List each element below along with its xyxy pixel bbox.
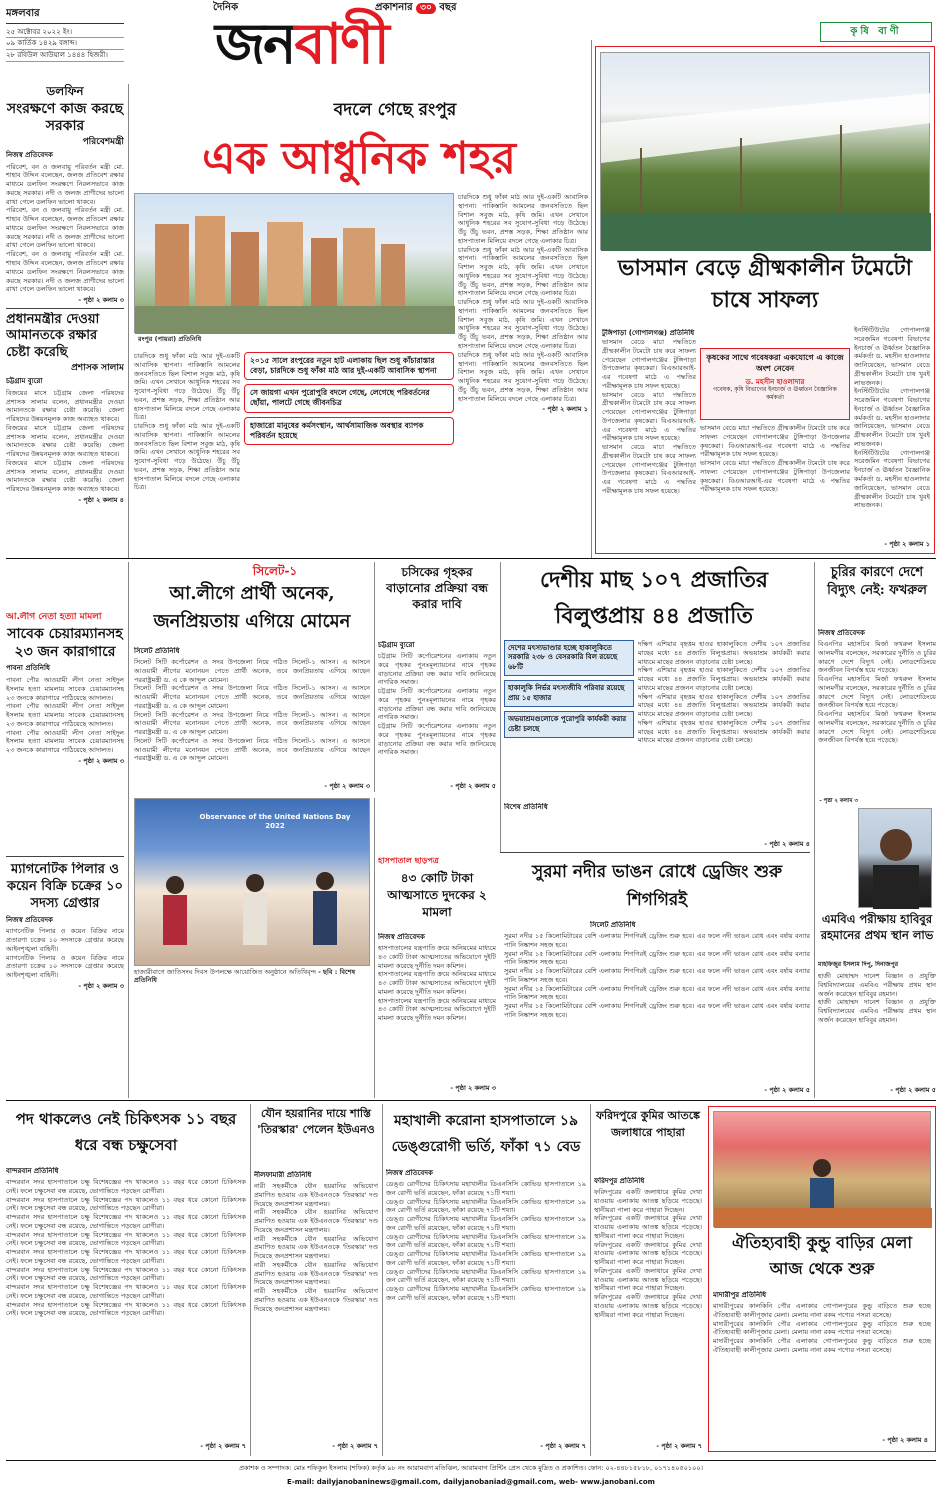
dengue-byline: নিজস্ব প্রতিবেদক (386, 1169, 433, 1177)
sylhet-tag: সিলেট-১ (252, 564, 298, 578)
lead-kicker: বদলে গেছে রংপুর (333, 100, 457, 120)
story-pm-trust-continued: - পৃষ্ঠা ২ কলাম ৪ (78, 495, 124, 504)
mba-body: হাজী মোহাম্মদ দানেশ বিজ্ঞান ও প্রযুক্তি বিশ্ববিদ্যালয়ের এমবিএ পরীক্ষায় প্রথম স্থান অর্জন করেছেন হাবিবুর রহমান। হাজী মোহাম্মদ দানেশ বিজ্ঞান ও প্রযুক্তি বিশ্ববিদ্যালয়ের এমবিএ পরীক্ষায় প্রথম স্থান অর্জন করেছেন হাবিবুর রহমান। (818, 972, 936, 1024)
lead-photo (134, 193, 454, 333)
electric-body: বিএনপির মহাসচিব মির্জা ফখরুল ইসলাম আলমগীর বলেছেন, সরকারের দুর্নীতি ও চুরির কারণে দেশে বিদ্যুৎ নেই। লোডশেডিংয়ে জনজীবন বিপর্যস্ত হয়ে পড়েছে। বিএনপির মহাসচিব মির্জা ফখরুল ইসলাম আলমগীর বলেছেন, সরকারের দুর্নীতি ও চুরির কারণে দেশে বিদ্যুৎ নেই। লোডশেডিংয়ে জনজীবন বিপর্যস্ত হয়ে পড়েছে। বিএনপির মহাসচিব মির্জা ফখরুল ইসলাম আলমগীর বলেছেন, সরকারের দুর্নীতি ও চুরির কারণে দেশে বিদ্যুৎ নেই। লোডশেডিংয়ে জনজীবন বিপর্যস্ত হয়ে পড়েছে। (818, 640, 936, 745)
mba-byline: মাহফিজুর ইসলাম দিপু, দিনাজপুর (818, 961, 899, 968)
croc-continued: - পৃষ্ঠা ২ কলাম ৭ (656, 1442, 702, 1450)
masthead-date-bn: ০৯ কার্তিক ১৪২৯ বঙ্গাব্দ। (6, 38, 124, 50)
column-divider (374, 798, 375, 1098)
story-magnetic-byline: নিজস্ব প্রতিবেদক (6, 915, 53, 924)
story-murder-body: পাবনা পৌর আওয়ামী লীগ নেতা সাইদুল ইসলাম হত্যা মামলায় সাবেক চেয়ারম্যানসহ ২৩ জনকে কারাগারে পাঠিয়েছে আদালত। পাবনা পৌর আওয়ামী লীগ নেতা সাইদুল ইসলাম হত্যা মামলায় সাবেক চেয়ারম্যানসহ ২৩ জনকে কারাগারে পাঠিয়েছে আদালত। পাবনা পৌর আওয়ামী লীগ নেতা সাইদুল ইসলাম হত্যা মামলায় সাবেক চেয়ারম্যানসহ ২৩ জনকে কারাগারে পাঠিয়েছে আদালত। (6, 676, 124, 755)
masthead-date-hijri: ২৮ রবিউল আউয়াল ১৪৪৪ হিজরী। (6, 50, 124, 62)
fish-points (504, 640, 634, 796)
lead-bullet: সে জায়গা এখন পুরোপুরি বদলে গেছে, লেগেছে পরিবর্তনের ছোঁয়া, পালটে গেছে জীবনচিত্র (244, 384, 454, 412)
story-dolphin-headline: সংরক্ষণে কাজ করছে সরকার (6, 101, 124, 134)
sylhet-byline: সিলেট প্রতিনিধি (134, 647, 180, 655)
dengue-continued: - পৃষ্ঠা ২ কলাম ৭ (540, 1442, 586, 1450)
column-divider (590, 1104, 591, 1456)
mela-byline: মাদারীপুর প্রতিনিধি (713, 1291, 767, 1299)
krishi-body-cont: ভাসমান বেডে মাচা পদ্ধতিতে গ্রীষ্মকালীন টমেটো চাষ করে সাফল্য পেয়েছেন গোপালগঞ্জের টুঙ্গিপাড়া উপজেলার কৃষকেরা। বিএআরআই-এর গবেষণা মাঠে এ পদ্ধতির পরীক্ষামূলক চাষ সফল হয়েছে। ভাসমান বেডে মাচা পদ্ধতিতে গ্রীষ্মকালীন টমেটো চাষ করে সাফল্য পেয়েছেন গোপালগঞ্জের টুঙ্গিপাড়া উপজেলার কৃষকেরা। বিএআরআই-এর গবেষণা মাঠে এ পদ্ধতির পরীক্ষামূলক চাষ সফল হয়েছে। (700, 424, 850, 494)
fish-byline: বিশেষ প্রতিনিধি (504, 803, 548, 811)
krishi-body-right: ইনস্টিটিউটের গোপালগঞ্জ সরেজমিন গবেষণা বিভাগের ইনচার্জ ও ঊর্ধ্বতন বৈজ্ঞানিক কর্মকর্তা ড. মহসীন হাওলাদার জানিয়েছেন, ভাসমান বেডে গ্রীষ্মকালীন টমেটো চাষ খুবই লাভজনক। ইনস্টিটিউটের গোপালগঞ্জ সরেজমিন গবেষণা বিভাগের ইনচার্জ ও ঊর্ধ্বতন বৈজ্ঞানিক কর্মকর্তা ড. মহসীন হাওলাদার জানিয়েছেন, ভাসমান বেডে গ্রীষ্মকালীন টমেটো চাষ খুবই লাভজনক। ইনস্টিটিউটের গোপালগঞ্জ সরেজমিন গবেষণা বিভাগের ইনচার্জ ও ঊর্ধ্বতন বৈজ্ঞানিক কর্মকর্তা ড. মহসীন হাওলাদার জানিয়েছেন, ভাসমান বেডে গ্রীষ্মকালীন টমেটো চাষ খুবই লাভজনক। (854, 326, 930, 510)
stall-icon (714, 1112, 932, 1228)
lead-photo-caption: রংপুর (পায়রা) প্রতিনিধি (138, 335, 202, 343)
electric-headline: চুরির কারণে দেশে বিদ্যুৎ নেই: ফখরুল (827, 565, 927, 598)
story-pm-trust-headline: প্রধানমন্ত্রীর দেওয়া আমানতকে রক্ষার চেষ্টা করেছি (6, 312, 100, 360)
harass-byline: নীলফামারী প্রতিনিধি (254, 1171, 312, 1179)
story-dolphin (6, 84, 124, 306)
fish-point: অভয়াশ্রমগুলোকে পুরোপুরি কার্যকরী করার চেষ্টা চলছে (504, 711, 634, 738)
masthead-prefix: দৈনিক (213, 2, 239, 13)
story-magnetic-continued: - পৃষ্ঠা ২ কলাম ৩ (78, 982, 124, 991)
masthead-day: মঙ্গলবার (6, 8, 124, 24)
footer-divider (6, 1460, 936, 1461)
un-day-banner: Observance of the United Nations Day 2022 (199, 813, 351, 830)
mela-photo (713, 1111, 931, 1227)
column-divider (128, 84, 129, 558)
hospital-case-kicker: হাসপাতাল ছাড়পত্র (378, 856, 439, 865)
surma-headline: সুরমা নদীর ভাঙন রোধে ড্রেজিং শুরু শিগগিরই (531, 862, 783, 910)
croc-headline: ফরিদপুরে কুমির আতঙ্কে জলাধারে পাহারা (596, 1109, 700, 1139)
story-magnetic (6, 862, 124, 1098)
column-divider (250, 1104, 251, 1456)
chashi-headline: চসিকের গৃহকর বাড়ানোর প্রক্রিয়া বন্ধ করার দাবি (386, 565, 488, 612)
fish-continued: - পৃষ্ঠা ২ কলাম ৪ (764, 840, 810, 848)
story-murder-byline: পাবনা প্রতিনিধি (6, 664, 50, 673)
krishi-section-tag: কৃষি বাণী (820, 22, 932, 42)
electric-byline: নিজস্ব প্রতিবেদক (818, 629, 865, 637)
story-magnetic-body: ম্যাগনেটিক পিলার ও কয়েন বিক্রির নামে প্রতারণা চক্রের ১০ সদস্যকে গ্রেপ্তার করেছে আইনশৃঙ্খলা বাহিনী। ম্যাগনেটিক পিলার ও কয়েন বিক্রির নামে প্রতারণা চক্রের ১০ সদস্যকে গ্রেপ্তার করেছে আইনশৃঙ্খলা বাহিনী। (6, 927, 124, 980)
mela-body: মাদারীপুরের কালকিনি পৌর এলাকার গোপালপুরের কুন্ডু বাড়িতে শুরু হচ্ছে ঐতিহ্যবাহী কালীপূজার মেলা। মেলায় নানা রকম পণ্যের পসরা বসেছে। মাদারীপুরের কালকিনি পৌর এলাকার গোপালপুরের কুন্ডু বাড়িতে শুরু হচ্ছে ঐতিহ্যবাহী কালীপূজার মেলা। মেলায় নানা রকম পণ্যের পসরা বসেছে। মাদারীপুরের কালকিনি পৌর এলাকার গোপালপুরের কুন্ডু বাড়িতে শুরু হচ্ছে ঐতিহ্যবাহী কালীপূজার মেলা। মেলায় নানা রকম পণ্যের পসরা বসেছে। (713, 1302, 931, 1354)
hospital-case-continued: - পৃষ্ঠা ২ কলাম ৩ (450, 1084, 496, 1092)
mba-headline: এমবিএ পরীক্ষায় হাবিবুর রহমানের প্রথম স্থান লাভ (820, 912, 934, 942)
harass-headline: যৌন হয়রানির দায়ে শাস্তি 'তিরস্কার' পেলেন ইউএনও (257, 1107, 375, 1136)
column-divider (814, 562, 815, 1098)
column-divider (374, 562, 375, 792)
story-dolphin-sub: পরিবেশমন্ত্রী (82, 136, 124, 147)
masthead-logo (205, 0, 605, 82)
story-pm-trust (6, 312, 124, 552)
electric-continued: - পৃষ্ঠা ২ কলাম ৩ (819, 798, 858, 804)
doctor-continued: - পৃষ্ঠা ২ কলাম ৭ (200, 1442, 246, 1450)
story-dolphin-byline: নিজস্ব প্রতিবেদক (6, 150, 53, 159)
footer-contact: E-mail: dailyjanobaninews@gmail.com, dailyjanobaniad@gmail.com, web- www.janobani.com (287, 1478, 655, 1486)
krishi-photo (600, 52, 930, 250)
story-murder-continued: - পৃষ্ঠা ২ কলাম ৩ (78, 756, 124, 765)
masthead-anniversary: প্রকাশনার ৩০ বছর (375, 2, 457, 13)
column-divider (591, 40, 592, 558)
people-icon (135, 799, 371, 967)
column-divider (128, 562, 129, 1098)
lead-photo-buildings (135, 194, 455, 334)
section-divider (6, 558, 936, 559)
krishi-quote: কৃষকের সাথে গবেষকরা একযোগে এ কাজে অংশ নেবেন (706, 353, 844, 373)
sylhet-body: সিলেট সিটি কর্পোরেশন ও সদর উপজেলা নিয়ে গঠিত সিলেট-১ আসন। এ আসনে আওয়ামী লীগের মনোনয়ন পেতে প্রার্থী অনেক, তবে জনপ্রিয়তায় এগিয়ে আছেন পররাষ্ট্রমন্ত্রী ড. এ কে আব্দুল মোমেন। সিলেট সিটি কর্পোরেশন ও সদর উপজেলা নিয়ে গঠিত সিলেট-১ আসন। এ আসনে আওয়ামী লীগের মনোনয়ন পেতে প্রার্থী অনেক, তবে জনপ্রিয়তায় এগিয়ে আছেন পররাষ্ট্রমন্ত্রী ড. এ কে আব্দুল মোমেন। সিলেট সিটি কর্পোরেশন ও সদর উপজেলা নিয়ে গঠিত সিলেট-১ আসন। এ আসনে আওয়ামী লীগের মনোনয়ন পেতে প্রার্থী অনেক, তবে জনপ্রিয়তায় এগিয়ে আছেন পররাষ্ট্রমন্ত্রী ড. এ কে আব্দুল মোমেন। সিলেট সিটি কর্পোরেশন ও সদর উপজেলা নিয়ে গঠিত সিলেট-১ আসন। এ আসনে আওয়ামী লীগের মনোনয়ন পেতে প্রার্থী অনেক, তবে জনপ্রিয়তায় এগিয়ে আছেন পররাষ্ট্রমন্ত্রী ড. এ কে আব্দুল মোমেন। (134, 658, 370, 763)
hospital-case-body: হাসপাতালের যন্ত্রপাতি ক্রয়ে অনিয়মের মাধ্যমে ৪৩ কোটি টাকা আত্মসাতের অভিযোগে দুইটি মামলা করেছে দুর্নীতি দমন কমিশন। হাসপাতালের যন্ত্রপাতি ক্রয়ে অনিয়মের মাধ্যমে ৪৩ কোটি টাকা আত্মসাতের অভিযোগে দুইটি মামলা করেছে দুর্নীতি দমন কমিশন। হাসপাতালের যন্ত্রপাতি ক্রয়ে অনিয়মের মাধ্যমে ৪৩ কোটি টাকা আত্মসাতের অভিযোগে দুইটি মামলা করেছে দুর্নীতি দমন কমিশন। (378, 944, 496, 1023)
story-dolphin-kicker: ডলফিন (46, 84, 84, 98)
hospital-case-headline: ৪৩ কোটি টাকা আত্মসাতে দুদকের ২ মামলা (387, 871, 487, 919)
krishi-continued: - পৃষ্ঠা ২ কলাম ১ (884, 540, 930, 548)
fish-headline: দেশীয় মাছ ১০৭ প্রজাতির বিলুপ্তপ্রায় ৪৪ প্রজাতি (540, 567, 768, 629)
chashi-continued: - পৃষ্ঠা ২ কলাম ৫ (450, 782, 496, 790)
un-day-caption: হাজারীবাগে জাতিসংঘ দিবস উপলক্ষে আয়োজিত অনুষ্ঠানে অতিথিবৃন্দ - ছবি : বিশেষ প্রতিনিধি (134, 968, 356, 985)
lead-bullets (244, 352, 454, 522)
dengue-headline: মহাখালী করোনা হাসপাতালে ১৯ ডেঙ্গুরোগী ভর্তি, ফাঁকা ৭১ বেড (391, 1113, 581, 1155)
fish-body: দক্ষিণ এশিয়ার বৃহত্তম হাওর হাকালুকিতে দেশীয় ১০৭ প্রজাতির মাছের মধ্যে ৪৪ প্রজাতি বিলুপ্তপ্রায়। অভয়াশ্রম কার্যকরী করার মাধ্যমে মাছের প্রজনন বাড়ানোর চেষ্টা চলছে। দক্ষিণ এশিয়ার বৃহত্তম হাওর হাকালুকিতে দেশীয় ১০৭ প্রজাতির মাছের মধ্যে ৪৪ প্রজাতি বিলুপ্তপ্রায়। অভয়াশ্রম কার্যকরী করার মাধ্যমে মাছের প্রজনন বাড়ানোর চেষ্টা চলছে। দক্ষিণ এশিয়ার বৃহত্তম হাওর হাকালুকিতে দেশীয় ১০৭ প্রজাতির মাছের মধ্যে ৪৪ প্রজাতি বিলুপ্তপ্রায়। অভয়াশ্রম কার্যকরী করার মাধ্যমে মাছের প্রজনন বাড়ানোর চেষ্টা চলছে। দক্ষিণ এশিয়ার বৃহত্তম হাওর হাকালুকিতে দেশীয় ১০৭ প্রজাতির মাছের মধ্যে ৪৪ প্রজাতি বিলুপ্তপ্রায়। অভয়াশ্রম কার্যকরী করার মাধ্যমে মাছের প্রজনন বাড়ানোর চেষ্টা চলছে। (638, 640, 810, 745)
surma-body: সুরমা নদীর ১৫ কিলোমিটারের বেশি এলাকায় শিগগিরই ড্রেজিং শুরু হবে। এর ফলে নদী ভাঙন রোধ এবং বর্ষায় বন্যার পানি নিষ্কাশন সহজ হবে। সুরমা নদীর ১৫ কিলোমিটারের বেশি এলাকায় শিগগিরই ড্রেজিং শুরু হবে। এর ফলে নদী ভাঙন রোধ এবং বর্ষায় বন্যার পানি নিষ্কাশন সহজ হবে। সুরমা নদীর ১৫ কিলোমিটারের বেশি এলাকায় শিগগিরই ড্রেজিং শুরু হবে। এর ফলে নদী ভাঙন রোধ এবং বর্ষায় বন্যার পানি নিষ্কাশন সহজ হবে। সুরমা নদীর ১৫ কিলোমিটারের বেশি এলাকায় শিগগিরই ড্রেজিং শুরু হবে। এর ফলে নদী ভাঙন রোধ এবং বর্ষায় বন্যার পানি নিষ্কাশন সহজ হবে। সুরমা নদীর ১৫ কিলোমিটারের বেশি এলাকায় শিগগিরই ড্রেজিং শুরু হবে। এর ফলে নদী ভাঙন রোধ এবং বর্ষায় বন্যার পানি নিষ্কাশন সহজ হবে। (504, 932, 810, 1019)
krishi-headline: ভাসমান বেড়ে গ্রীষ্মকালীন টমেটো চাষে সাফল্য (618, 255, 912, 313)
story-murder (6, 612, 124, 852)
krishi-byline: টুঙ্গিপাড়া (গোপালগঞ্জ) প্রতিনিধি (602, 329, 695, 337)
story-murder-kicker: আ.লীগ নেতা হত্যা মামলা (6, 612, 102, 622)
story-dolphin-continued: - পৃষ্ঠা ২ কলাম ৩ (78, 296, 124, 305)
footer-imprint: প্রকাশক ও সম্পাদক: মোঃ শফিকুল ইসলাম (শফিক) কর্তৃক ৯৮ নং আরামবাগ মতিঝিল, আরামবাগ প্রিন্টিং প্রেস থেকে মুদ্রিত ও প্রকাশিত। ফোন: ০২-৪৪৮১৫৮১৮, ০১৭১৪০৫০১০০। (239, 1464, 703, 1472)
section-divider (6, 1100, 936, 1101)
fish-point: দেশের মৎস্যভাণ্ডার হচ্ছে হাকালুকিতে সরকারি ২৩৮ ও বেসরকারি বিল রয়েছে ৬৮টি (504, 640, 634, 676)
lead-body-mid: চারদিকে শুধু ফাঁকা মাঠ আর দুই-একটি আবাসিক স্থাপনা। পাকিস্তানি আমলের জনবসতিতে ছিল বিশাল সবুজ মাঠ, কৃষি জমি। এখন সেখানে আধুনিক শহরের সব সুযোগ-সুবিধা গড়ে উঠেছে। উঁচু উঁচু ভবন, প্রশস্ত সড়ক, শিক্ষা প্রতিষ্ঠান আর হাসপাতাল মিলিয়ে বদলে গেছে এলাকার চিত্র। চারদিকে শুধু ফাঁকা মাঠ আর দুই-একটি আবাসিক স্থাপনা। পাকিস্তানি আমলের জনবসতিতে ছিল বিশাল সবুজ মাঠ, কৃষি জমি। এখন সেখানে আধুনিক শহরের সব সুযোগ-সুবিধা গড়ে উঠেছে। উঁচু উঁচু ভবন, প্রশস্ত সড়ক, শিক্ষা প্রতিষ্ঠান আর হাসপাতাল মিলিয়ে বদলে গেছে এলাকার চিত্র। চারদিকে শুধু ফাঁকা মাঠ আর দুই-একটি আবাসিক স্থাপনা। পাকিস্তানি আমলের জনবসতিতে ছিল বিশাল সবুজ মাঠ, কৃষি জমি। এখন সেখানে আধুনিক শহরের সব সুযোগ-সুবিধা গড়ে উঠেছে। উঁচু উঁচু ভবন, প্রশস্ত সড়ক, শিক্ষা প্রতিষ্ঠান আর হাসপাতাল মিলিয়ে বদলে গেছে এলাকার চিত্র। চারদিকে শুধু ফাঁকা মাঠ আর দুই-একটি আবাসিক স্থাপনা। পাকিস্তানি আমলের জনবসতিতে ছিল বিশাল সবুজ মাঠ, কৃষি জমি। এখন সেখানে আধুনিক শহরের সব সুযোগ-সুবিধা গড়ে উঠেছে। উঁচু উঁচু ভবন, প্রশস্ত সড়ক, শিক্ষা প্রতিষ্ঠান আর হাসপাতাল মিলিয়ে বদলে গেছে এলাকার চিত্র। - পৃষ্ঠা ২ কলাম ১ (458, 193, 588, 414)
story-pm-trust-sub: প্রশাসক সালাম (71, 362, 124, 373)
krishi-quote-title: গবেষক, কৃষি বিভাগের ইনচার্জ ও ঊর্ধ্বতন বৈজ্ঞানিক কর্মকর্তা (713, 386, 837, 401)
masthead-date-block (6, 8, 124, 78)
divider (6, 856, 124, 857)
masthead-name: জনবাণী (215, 12, 388, 77)
krishi-quote-name: ড. মহসীন হাওলাদার (745, 377, 805, 386)
story-pm-trust-body: বিজয়ের মাসে চট্টগ্রাম জেলা পরিষদের প্রশাসক সালাম বলেন, প্রধানমন্ত্রীর দেওয়া আমানতকে রক্ষার চেষ্টা করেছি। জেলা পরিষদের উন্নয়নমূলক কাজ অব্যাহত থাকবে। বিজয়ের মাসে চট্টগ্রাম জেলা পরিষদের প্রশাসক সালাম বলেন, প্রধানমন্ত্রীর দেওয়া আমানতকে রক্ষার চেষ্টা করেছি। জেলা পরিষদের উন্নয়নমূলক কাজ অব্যাহত থাকবে। বিজয়ের মাসে চট্টগ্রাম জেলা পরিষদের প্রশাসক সালাম বলেন, প্রধানমন্ত্রীর দেওয়া আমানতকে রক্ষার চেষ্টা করেছি। জেলা পরিষদের উন্নয়নমূলক কাজ অব্যাহত থাকবে। (6, 388, 124, 494)
mela-continued: - পৃষ্ঠা ২ কলাম ৪ (882, 1436, 928, 1444)
doctor-byline: বান্দরবান প্রতিনিধি (6, 1167, 59, 1175)
lead-bullet: ২০১৫ সালে রংপুরের নতুন হাট এলাকায় ছিল শুধু কাঁচারাস্তার বেড়া, চারদিকে শুধু ফাঁকা মাঠ আর দুই-একটি আবাসিক স্থাপনা (244, 352, 454, 380)
masthead-date-en: ২৫ অক্টোবর ২০২২ ইং। (6, 27, 124, 39)
chashi-body: চট্টগ্রাম সিটি কর্পোরেশনের এলাকায় নতুন করে গৃহকর পুনঃমূল্যায়নের নামে গৃহকর বাড়ানোর প্রক্রিয়া বন্ধ করার দাবি জানিয়েছে নাগরিক সমাজ। চট্টগ্রাম সিটি কর্পোরেশনের এলাকায় নতুন করে গৃহকর পুনঃমূল্যায়নের নামে গৃহকর বাড়ানোর প্রক্রিয়া বন্ধ করার দাবি জানিয়েছে নাগরিক সমাজ। চট্টগ্রাম সিটি কর্পোরেশনের এলাকায় নতুন করে গৃহকর পুনঃমূল্যায়নের নামে গৃহকর বাড়ানোর প্রক্রিয়া বন্ধ করার দাবি জানিয়েছে নাগরিক সমাজ। (378, 652, 496, 757)
croc-body: ফরিদপুরের একটি জলাধারে কুমির দেখা যাওয়ায় এলাকায় আতঙ্ক ছড়িয়ে পড়েছে। স্থানীয়রা পালা করে পাহারা দিচ্ছেন। ফরিদপুরের একটি জলাধারে কুমির দেখা যাওয়ায় এলাকায় আতঙ্ক ছড়িয়ে পড়েছে। স্থানীয়রা পালা করে পাহারা দিচ্ছেন। ফরিদপুরের একটি জলাধারে কুমির দেখা যাওয়ায় এলাকায় আতঙ্ক ছড়িয়ে পড়েছে। স্থানীয়রা পালা করে পাহারা দিচ্ছেন। ফরিদপুরের একটি জলাধারে কুমির দেখা যাওয়ায় এলাকায় আতঙ্ক ছড়িয়ে পড়েছে। স্থানীয়রা পালা করে পাহারা দিচ্ছেন। ফরিদপুরের একটি জলাধারে কুমির দেখা যাওয়ায় এলাকায় আতঙ্ক ছড়িয়ে পড়েছে। স্থানীয়রা পালা করে পাহারা দিচ্ছেন। (594, 1188, 702, 1319)
krishi-photo-net (601, 53, 931, 251)
sylhet-headline: আ.লীগে প্রার্থী অনেক, জনপ্রিয়তায় এগিয়ে মোমেন (153, 583, 351, 632)
croc-byline: ফরিদপুর প্রতিনিধি (594, 1177, 645, 1185)
sylhet-continued: - পৃষ্ঠা ২ কলাম ৩ (324, 782, 370, 790)
anniversary-badge: ৩০ (416, 3, 436, 14)
lead-bullet: হাজারো মানুষের কর্মসংস্থান, আর্থসামাজিক অবস্থার ব্যাপক পরিবর্তন হয়েছে (244, 417, 454, 445)
column-divider (382, 1104, 383, 1456)
doctor-body: বান্দরবান সদর হাসপাতালে চক্ষু বিশেষজ্ঞের পদ থাকলেও ১১ বছর ধরে কোনো চিকিৎসক নেই। ফলে চক্ষুসেবা বন্ধ রয়েছে, ভোগান্তিতে পড়ছেন রোগীরা। বান্দরবান সদর হাসপাতালে চক্ষু বিশেষজ্ঞের পদ থাকলেও ১১ বছর ধরে কোনো চিকিৎসক নেই। ফলে চক্ষুসেবা বন্ধ রয়েছে, ভোগান্তিতে পড়ছেন রোগীরা। বান্দরবান সদর হাসপাতালে চক্ষু বিশেষজ্ঞের পদ থাকলেও ১১ বছর ধরে কোনো চিকিৎসক নেই। ফলে চক্ষুসেবা বন্ধ রয়েছে, ভোগান্তিতে পড়ছেন রোগীরা। বান্দরবান সদর হাসপাতালে চক্ষু বিশেষজ্ঞের পদ থাকলেও ১১ বছর ধরে কোনো চিকিৎসক নেই। ফলে চক্ষুসেবা বন্ধ রয়েছে, ভোগান্তিতে পড়ছেন রোগীরা। বান্দরবান সদর হাসপাতালে চক্ষু বিশেষজ্ঞের পদ থাকলেও ১১ বছর ধরে কোনো চিকিৎসক নেই। ফলে চক্ষুসেবা বন্ধ রয়েছে, ভোগান্তিতে পড়ছেন রোগীরা। বান্দরবান সদর হাসপাতালে চক্ষু বিশেষজ্ঞের পদ থাকলেও ১১ বছর ধরে কোনো চিকিৎসক নেই। ফলে চক্ষুসেবা বন্ধ রয়েছে, ভোগান্তিতে পড়ছেন রোগীরা। বান্দরবান সদর হাসপাতালে চক্ষু বিশেষজ্ঞের পদ থাকলেও ১১ বছর ধরে কোনো চিকিৎসক নেই। ফলে চক্ষুসেবা বন্ধ রয়েছে, ভোগান্তিতে পড়ছেন রোগীরা। বান্দরবান সদর হাসপাতালে চক্ষু বিশেষজ্ঞের পদ থাকলেও ১১ বছর ধরে কোনো চিকিৎসক নেই। ফলে চক্ষুসেবা বন্ধ রয়েছে, ভোগান্তিতে পড়ছেন রোগীরা। (6, 1178, 246, 1318)
story-magnetic-headline: ম্যাগনেটিক পিলার ও কয়েন বিক্রি চক্রের ১০ সদস্য গ্রেপ্তার (6, 862, 123, 911)
harass-continued: - পৃষ্ঠা ২ কলাম ৭ (332, 1442, 378, 1450)
dengue-body: ডেঙ্গু রোগীদের চিকিৎসায় মহাখালীর ডিএনসিসি কোভিড হাসপাতালে ১৯ জন রোগী ভর্তি রয়েছেন, ফাঁকা রয়েছে ৭১টি শয্যা। ডেঙ্গু রোগীদের চিকিৎসায় মহাখালীর ডিএনসিসি কোভিড হাসপাতালে ১৯ জন রোগী ভর্তি রয়েছেন, ফাঁকা রয়েছে ৭১টি শয্যা। ডেঙ্গু রোগীদের চিকিৎসায় মহাখালীর ডিএনসিসি কোভিড হাসপাতালে ১৯ জন রোগী ভর্তি রয়েছেন, ফাঁকা রয়েছে ৭১টি শয্যা। ডেঙ্গু রোগীদের চিকিৎসায় মহাখালীর ডিএনসিসি কোভিড হাসপাতালে ১৯ জন রোগী ভর্তি রয়েছেন, ফাঁকা রয়েছে ৭১টি শয্যা। ডেঙ্গু রোগীদের চিকিৎসায় মহাখালীর ডিএনসিসি কোভিড হাসপাতালে ১৯ জন রোগী ভর্তি রয়েছেন, ফাঁকা রয়েছে ৭১টি শয্যা। ডেঙ্গু রোগীদের চিকিৎসায় মহাখালীর ডিএনসিসি কোভিড হাসপাতালে ১৯ জন রোগী ভর্তি রয়েছেন, ফাঁকা রয়েছে ৭১টি শয্যা। ডেঙ্গু রোগীদের চিকিৎসায় মহাখালীর ডিএনসিসি কোভিড হাসপাতালে ১৯ জন রোগী ভর্তি রয়েছেন, ফাঁকা রয়েছে ৭১টি শয্যা। (386, 1180, 586, 1302)
mba-portrait (858, 808, 932, 908)
story-dolphin-body: পরিবেশ, বন ও জলবায়ু পরিবর্তন মন্ত্রী মো. শাহাব উদ্দিন বলেছেন, জলজ প্রতিবেশ রক্ষার মাধ্যমে ডলফিন সংরক্ষণে নিরলসভাবে কাজ করছে সরকার। নদী ও জলজ প্রাণীদের ভালো রাখা গেলে ডলফিন ভালো থাকবে। পরিবেশ, বন ও জলবায়ু পরিবর্তন মন্ত্রী মো. শাহাব উদ্দিন বলেছেন, জলজ প্রতিবেশ রক্ষার মাধ্যমে ডলফিন সংরক্ষণে নিরলসভাবে কাজ করছে সরকার। নদী ও জলজ প্রাণীদের ভালো রাখা গেলে ডলফিন ভালো থাকবে। পরিবেশ, বন ও জলবায়ু পরিবর্তন মন্ত্রী মো. শাহাব উদ্দিন বলেছেন, জলজ প্রতিবেশ রক্ষার মাধ্যমে ডলফিন সংরক্ষণে নিরলসভাবে কাজ করছে সরকার। নদী ও জলজ প্রাণীদের ভালো রাখা গেলে ডলফিন ভালো থাকবে। (6, 162, 124, 294)
fish-point: হাকালুকি নির্ভর মৎস্যজীবি পরিবার রয়েছে প্রায় ১৫ হাজার (504, 680, 634, 707)
surma-byline: সিলেট প্রতিনিধি (590, 921, 636, 929)
krishi-quote-box (700, 348, 850, 420)
un-day-photo (134, 798, 370, 966)
story-murder-headline: সাবেক চেয়ারম্যানসহ ২৩ জন কারাগারে (7, 626, 123, 660)
story-pm-trust-byline: চট্টগ্রাম ব্যুরো (6, 377, 43, 385)
divider (500, 852, 810, 853)
chashi-byline: চট্টগ্রাম ব্যুরো (378, 641, 415, 649)
harass-body: নারী সহকর্মীকে যৌন হয়রানির অভিযোগ প্রমাণিত হওয়ায় এক ইউএনওকে 'তিরস্কার' দণ্ড দিয়েছে জনপ্রশাসন মন্ত্রণালয়। নারী সহকর্মীকে যৌন হয়রানির অভিযোগ প্রমাণিত হওয়ায় এক ইউএনওকে 'তিরস্কার' দণ্ড দিয়েছে জনপ্রশাসন মন্ত্রণালয়। নারী সহকর্মীকে যৌন হয়রানির অভিযোগ প্রমাণিত হওয়ায় এক ইউএনওকে 'তিরস্কার' দণ্ড দিয়েছে জনপ্রশাসন মন্ত্রণালয়। নারী সহকর্মীকে যৌন হয়রানির অভিযোগ প্রমাণিত হওয়ায় এক ইউএনওকে 'তিরস্কার' দণ্ড দিয়েছে জনপ্রশাসন মন্ত্রণালয়। নারী সহকর্মীকে যৌন হয়রানির অভিযোগ প্রমাণিত হওয়ায় এক ইউএনওকে 'তিরস্কার' দণ্ড দিয়েছে জনপ্রশাসন মন্ত্রণালয়। (254, 1182, 378, 1313)
column-divider (500, 562, 501, 852)
krishi-body: ভাসমান বেডে মাচা পদ্ধতিতে গ্রীষ্মকালীন টমেটো চাষ করে সাফল্য পেয়েছেন গোপালগঞ্জের টুঙ্গিপাড়া উপজেলার কৃষকেরা। বিএআরআই-এর গবেষণা মাঠে এ পদ্ধতির পরীক্ষামূলক চাষ সফল হয়েছে। ভাসমান বেডে মাচা পদ্ধতিতে গ্রীষ্মকালীন টমেটো চাষ করে সাফল্য পেয়েছেন গোপালগঞ্জের টুঙ্গিপাড়া উপজেলার কৃষকেরা। বিএআরআই-এর গবেষণা মাঠে এ পদ্ধতির পরীক্ষামূলক চাষ সফল হয়েছে। ভাসমান বেডে মাচা পদ্ধতিতে গ্রীষ্মকালীন টমেটো চাষ করে সাফল্য পেয়েছেন গোপালগঞ্জের টুঙ্গিপাড়া উপজেলার কৃষকেরা। বিএআরআই-এর গবেষণা মাঠে এ পদ্ধতির পরীক্ষামূলক চাষ সফল হয়েছে। (602, 338, 696, 496)
lead-body-left: চারদিকে শুধু ফাঁকা মাঠ আর দুই-একটি আবাসিক স্থাপনা। পাকিস্তানি আমলের জনবসতিতে ছিল বিশাল সবুজ মাঠ, কৃষি জমি। এখন সেখানে আধুনিক শহরের সব সুযোগ-সুবিধা গড়ে উঠেছে। উঁচু উঁচু ভবন, প্রশস্ত সড়ক, শিক্ষা প্রতিষ্ঠান আর হাসপাতাল মিলিয়ে বদলে গেছে এলাকার চিত্র। চারদিকে শুধু ফাঁকা মাঠ আর দুই-একটি আবাসিক স্থাপনা। পাকিস্তানি আমলের জনবসতিতে ছিল বিশাল সবুজ মাঠ, কৃষি জমি। এখন সেখানে আধুনিক শহরের সব সুযোগ-সুবিধা গড়ে উঠেছে। উঁচু উঁচু ভবন, প্রশস্ত সড়ক, শিক্ষা প্রতিষ্ঠান আর হাসপাতাল মিলিয়ে বদলে গেছে এলাকার চিত্র। (134, 352, 240, 492)
surma-continued: - পৃষ্ঠা ২ কলাম ৫ (764, 1086, 810, 1094)
person-icon (859, 809, 933, 909)
lead-headline: এক আধুনিক শহর (202, 133, 516, 184)
mba-continued: - পৃষ্ঠা ২ কলাম ৫ (890, 1086, 936, 1094)
divider (6, 308, 124, 309)
mela-headline: ঐতিহ্যবাহী কুন্ডু বাড়ির মেলা আজ থেকে শুরু (732, 1233, 912, 1278)
hospital-case-byline: নিজস্ব প্রতিবেদক (378, 933, 425, 941)
doctor-headline: পদ থাকলেও নেই চিকিৎসক ১১ বছর ধরে বন্ধ চক্ষুসেবা (15, 1110, 237, 1154)
